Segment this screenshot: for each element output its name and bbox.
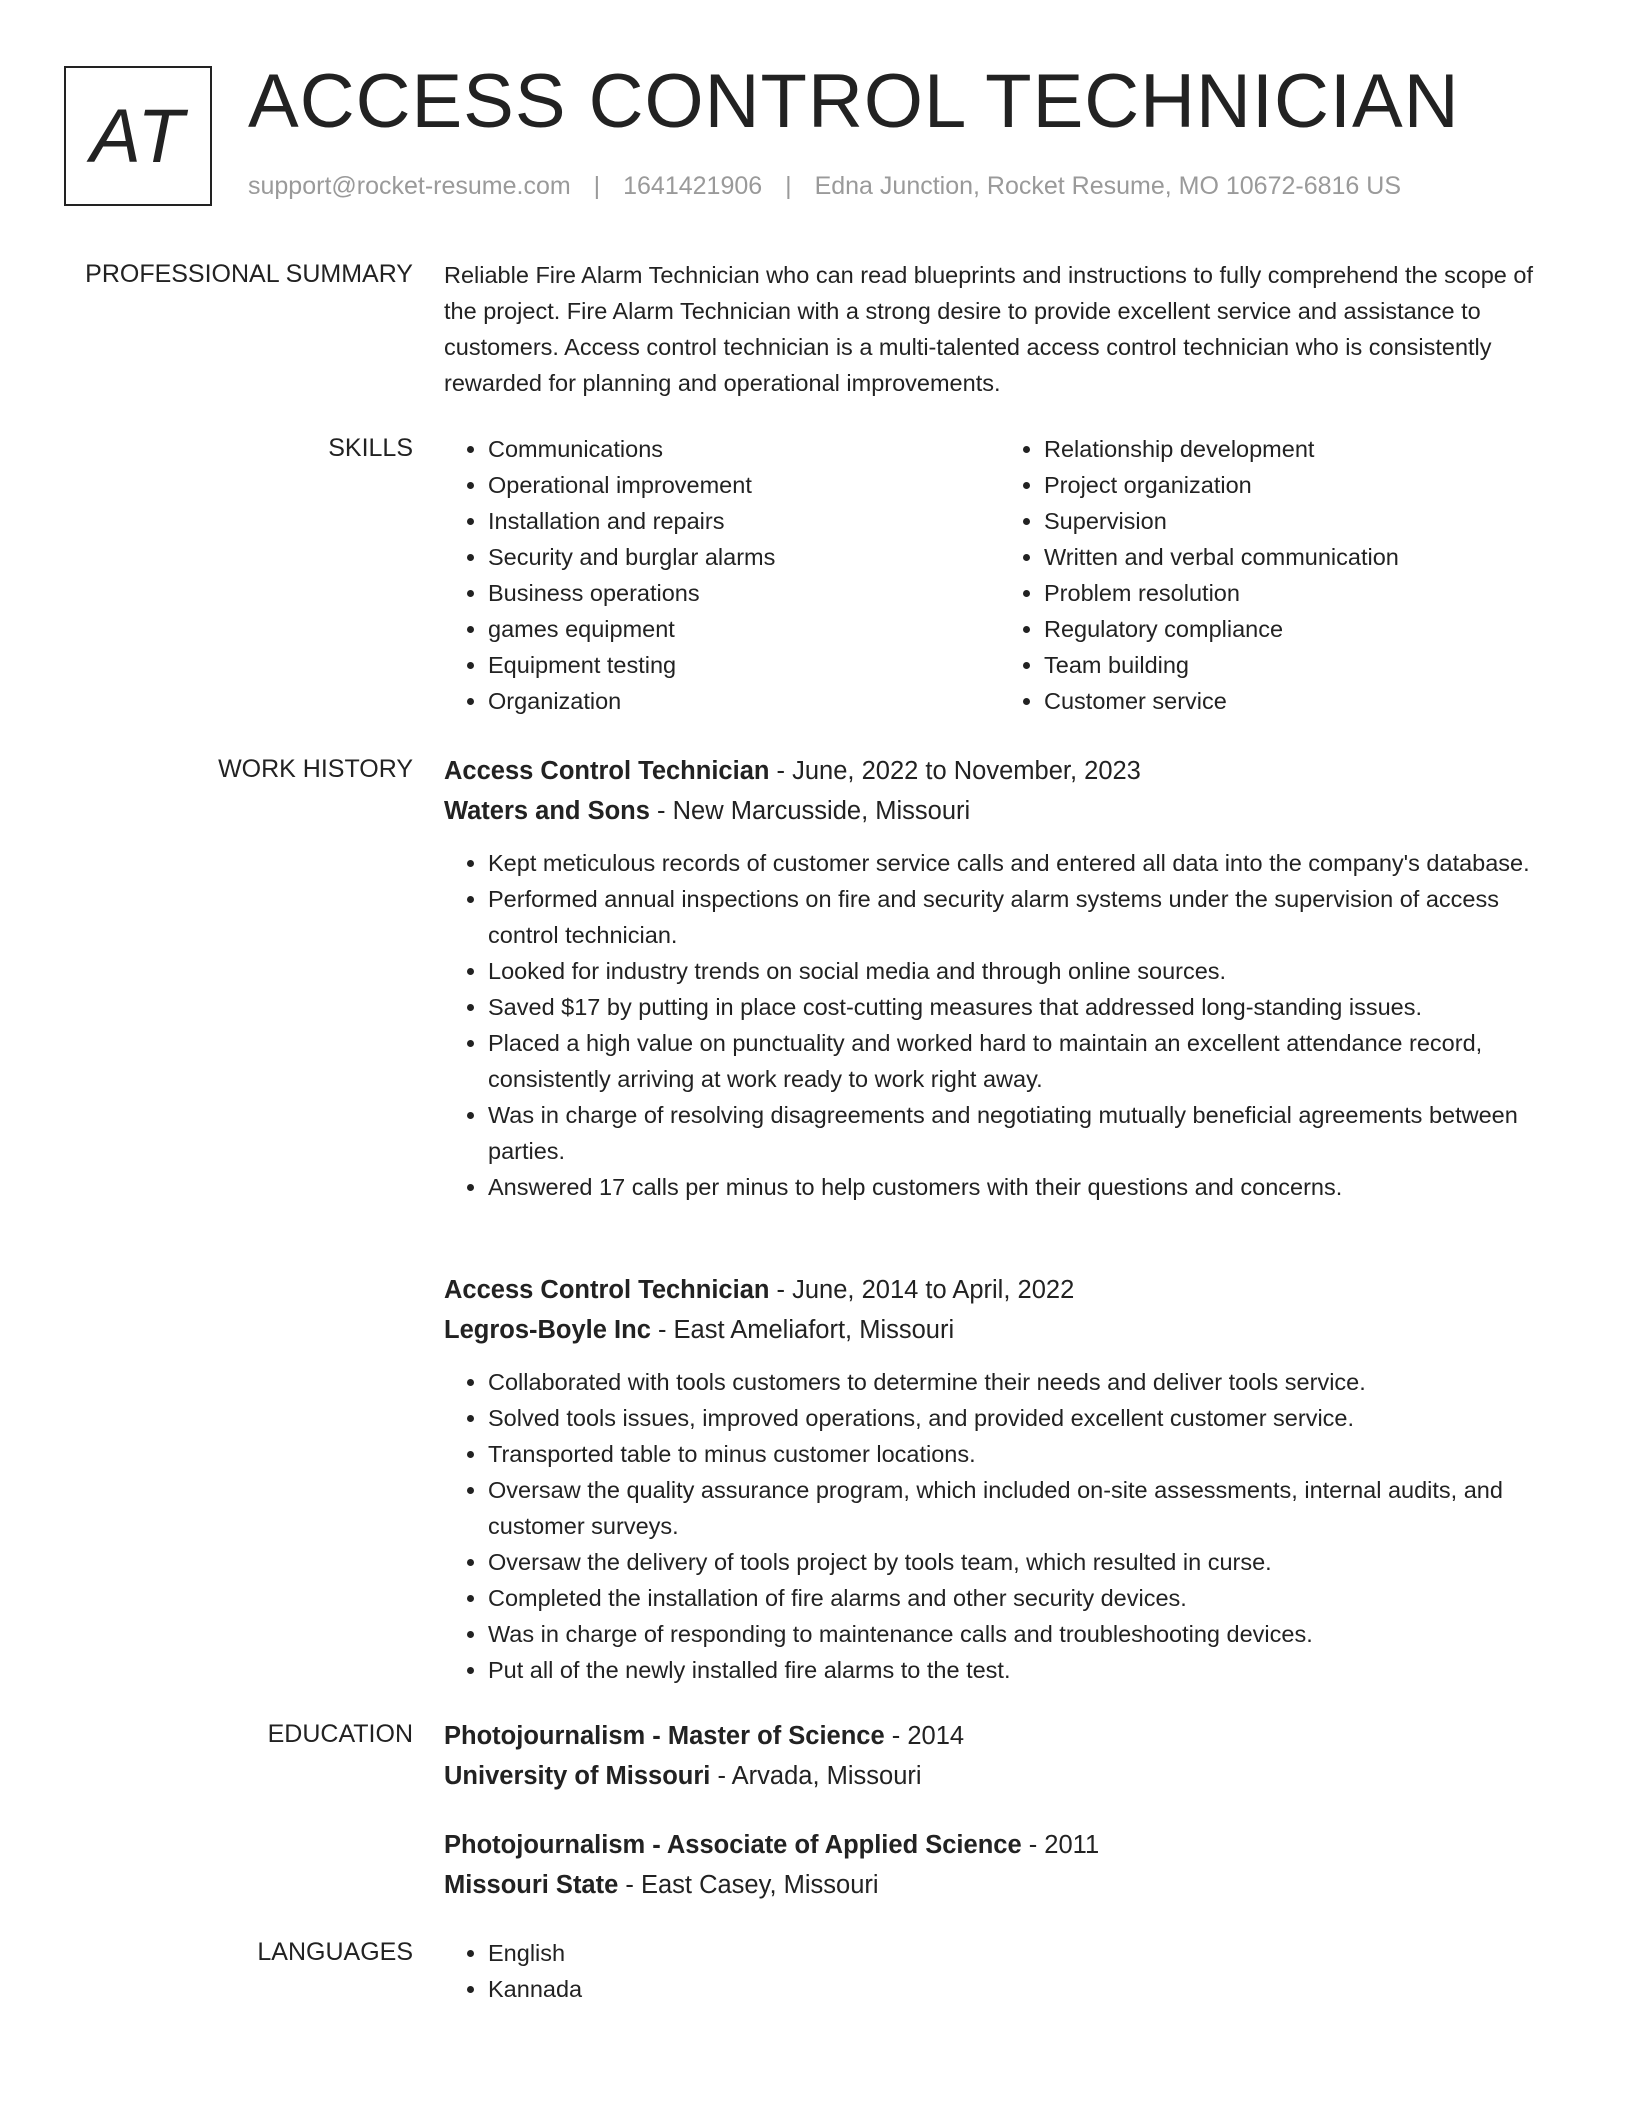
skill-item: • Operational improvement	[488, 467, 1000, 503]
job-company: Legros-Boyle Inc	[444, 1316, 651, 1344]
education-degree-line	[444, 1716, 1556, 1756]
skill-item: • Problem resolution	[1044, 575, 1556, 611]
job-bullet: • Completed the installation of fire alarms and other security devices.	[488, 1580, 1556, 1616]
job-bullet: • Saved $17 by putting in place cost-cutting measures that addressed long-standing issues.	[488, 989, 1556, 1025]
summary-text: Reliable Fire Alarm Technician who can read blueprints and instructions to fully comprehend the scope of the project. Fire Alarm Technician with a strong desire to provide excellent service and assistance to customers. Access control technician is a multi-talented access control technician who is consistently rewarded for planning and operational improvements.	[444, 262, 1533, 396]
resume-name: ACCESS CONTROL TECHNICIAN	[248, 59, 1460, 144]
job-bullets	[444, 845, 1556, 1205]
job-bullet: • Answered 17 calls per minus to help customers with their questions and concerns.	[488, 1169, 1556, 1205]
contact-separator: |	[593, 172, 601, 200]
job-bullets	[444, 1364, 1556, 1688]
skill-item: • Communications	[488, 431, 1000, 467]
education-location: - East Casey, Missouri	[618, 1871, 879, 1899]
education-school-line	[444, 1865, 1556, 1905]
job-bullet: • Transported table to minus customer locations.	[488, 1436, 1556, 1472]
contact-line	[248, 172, 1401, 201]
education-school-line	[444, 1756, 1556, 1796]
job-bullet: • Put all of the newly installed fire alarms to the test.	[488, 1652, 1556, 1688]
skill-item: • Project organization	[1044, 467, 1556, 503]
monogram-text: AT	[90, 93, 186, 179]
education-year: - 2011	[1021, 1831, 1100, 1859]
contact-address: Edna Junction, Rocket Resume, MO 10672-6816 US	[814, 172, 1402, 200]
job-bullet: • Was in charge of responding to maintenance calls and troubleshooting devices.	[488, 1616, 1556, 1652]
job-bullet: • Was in charge of resolving disagreements and negotiating mutually beneficial agreements between parties.	[488, 1097, 1556, 1169]
language-item: • Kannada	[488, 1971, 1556, 2007]
job-bullet: • Looked for industry trends on social media and through online sources.	[488, 953, 1556, 989]
job-bullet: • Performed annual inspections on fire and security alarm systems under the supervision of access control technician.	[488, 881, 1556, 953]
job-title-line	[444, 751, 1556, 791]
job-title-line	[444, 1270, 1556, 1310]
contact-separator: |	[785, 172, 792, 200]
education-school: Missouri State	[444, 1871, 619, 1899]
skills-list-left	[444, 431, 1000, 719]
skill-item: • Security and burglar alarms	[488, 539, 1000, 575]
skill-item: • Team building	[1044, 647, 1556, 683]
education-degree: Photojournalism - Master of Science	[444, 1722, 885, 1750]
skill-item: • Regulatory compliance	[1044, 611, 1556, 647]
job-entry	[444, 1270, 1556, 1688]
skills-heading: SKILLS	[328, 434, 413, 462]
education-degree-line	[444, 1825, 1556, 1865]
job-location: - East Ameliafort, Missouri	[650, 1316, 955, 1344]
languages-list	[444, 1935, 1556, 2007]
job-location: - New Marcusside, Missouri	[649, 797, 971, 825]
languages-heading: LANGUAGES	[257, 1938, 413, 1966]
education-degree: Photojournalism - Associate of Applied Science	[444, 1831, 1022, 1859]
education-entry	[444, 1716, 1556, 1796]
job-company-line	[444, 791, 1556, 831]
summary-heading: PROFESSIONAL SUMMARY	[85, 260, 413, 288]
job-bullet: • Kept meticulous records of customer service calls and entered all data into the company's database.	[488, 845, 1556, 881]
education-heading: EDUCATION	[267, 1720, 413, 1748]
job-entry	[444, 751, 1556, 1205]
skill-item: • games equipment	[488, 611, 1000, 647]
job-title: Access Control Technician	[444, 1276, 770, 1304]
skill-item: • Equipment testing	[488, 647, 1000, 683]
skill-item: • Organization	[488, 683, 1000, 719]
skill-item: • Supervision	[1044, 503, 1556, 539]
education-entry	[444, 1825, 1556, 1905]
job-dates: - June, 2014 to April, 2022	[769, 1276, 1075, 1304]
skill-item: • Installation and repairs	[488, 503, 1000, 539]
work-history-heading: WORK HISTORY	[218, 755, 413, 783]
job-bullet: • Solved tools issues, improved operations, and provided excellent customer service.	[488, 1400, 1556, 1436]
education-location: - Arvada, Missouri	[710, 1762, 922, 1790]
language-item: • English	[488, 1935, 1556, 1971]
education-year: - 2014	[884, 1722, 965, 1750]
monogram-badge	[64, 66, 212, 206]
job-bullet: • Oversaw the quality assurance program, which included on-site assessments, internal audits, and customer surveys.	[488, 1472, 1556, 1544]
job-dates: - June, 2022 to November, 2023	[769, 757, 1141, 785]
job-bullet: • Placed a high value on punctuality and worked hard to maintain an excellent attendance record, consistently arriving at work ready to work right away.	[488, 1025, 1556, 1097]
contact-email: support@rocket-resume.com	[248, 172, 571, 200]
skill-item: • Customer service	[1044, 683, 1556, 719]
skill-item: • Written and verbal communication	[1044, 539, 1556, 575]
skills-list-right	[1000, 431, 1556, 719]
education-school: University of Missouri	[444, 1762, 711, 1790]
skill-item: • Business operations	[488, 575, 1000, 611]
job-bullet: • Oversaw the delivery of tools project by tools team, which resulted in curse.	[488, 1544, 1556, 1580]
job-title: Access Control Technician	[444, 757, 770, 785]
job-bullet: • Collaborated with tools customers to determine their needs and deliver tools service.	[488, 1364, 1556, 1400]
job-company-line	[444, 1310, 1556, 1350]
job-company: Waters and Sons	[444, 797, 650, 825]
contact-phone: 1641421906	[623, 172, 763, 200]
skill-item: • Relationship development	[1044, 431, 1556, 467]
